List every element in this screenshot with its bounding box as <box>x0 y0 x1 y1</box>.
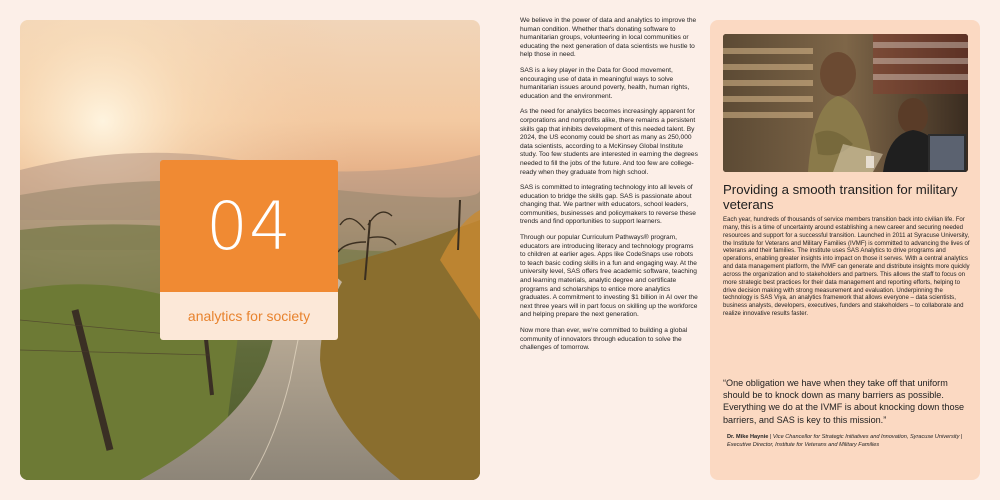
chapter-number: 04 <box>160 160 338 292</box>
article-paragraph: Through our popular Curriculum Pathways® program, educators are introducing literacy and technology programs to children at earlier ages. Apps like CodeSnaps use robots to teach basic coding skills in a fun and engaging way. At the university level, SAS offers free academic software, teaching and learning materials, analytic degree and certificate programs and scholarships to entice more analytics graduates. A commitment to investing $1 billion in AI over the next three years will in part focus on skilling up the workforce and helping prepare the next generation. <box>520 234 698 319</box>
attribution-name: Dr. Mike Haynie <box>727 434 769 440</box>
sidebar-body: Each year, hundreds of thousands of service members transition back into civilian life. For many, this is a time of uncertainty around establishing a new career and securing needed resources and support for a successful transition. Launched in 2011 at Syracuse University, the Institute for Veterans and Military Families (IVMF) is committed to advancing the lives of veterans and their families. The institute uses SAS Analytics to drive programs and operations, enabling greater insights into impact on those it serves. With a central analytics and data management platform, the IVMF can generate and distribute insights more quickly across the organization and to stakeholders and partners. This allows the staff to focus on more strategic best practices for their data management and reporting efforts, helping to drive decision making with strong measurement and evaluation. Underpinning the technology is SAS Viya, an analytics framework that allows everyone – data scientists, business analysts, developers, executives, funders and stakeholders – to collaborate and realize innovative results faster. <box>723 216 970 318</box>
quote-attribution <box>727 434 972 450</box>
article-paragraph: SAS is a key player in the Data for Good movement, encouraging use of data in meaningful ways to solve humanitarian issues around poverty, health, human rights, education and the environment. <box>520 66 690 100</box>
chapter-label: analytics for society <box>160 292 338 340</box>
sidebar-quote: “One obligation we have when they take off that uniform should be to knock down as many barriers as possible. Everything we do at the IVMF is about knocking down those barriers, and SAS is key to this mission.” <box>723 378 965 425</box>
article-paragraph: As the need for analytics becomes increasingly apparent for corporations and nonprofits alike, there remains a persistent skills gap that inhibits development of this needed talent. By 2024, the US economy could be short as many as 250,000 data scientists, according to a McKinsey Global Institute study. Too few students are interested in earning the degrees needed to fill the jobs of the future. And too few are college-ready when they graduate from high school. <box>520 108 698 176</box>
sidebar-title: Providing a smooth transition for military veterans <box>723 182 958 212</box>
article-paragraph: We believe in the power of data and analytics to improve the human condition. Whether that's donating software to humanitarian groups, volunteering in local communities or educating the next generation of data scientists we hustle to help those in need. <box>520 17 697 59</box>
article-column <box>520 17 700 360</box>
attribution-role: | Vice Chancellor for Strategic Initiatives and Innovation, Syracuse University | Executive Director, Institute for Veterans and Military Families <box>727 434 963 448</box>
article-paragraph: Now more than ever, we're committed to building a global community of innovators through education to solve the challenges of tomorrow. <box>520 327 688 352</box>
chapter-photo <box>20 20 480 480</box>
veterans-photo <box>723 34 968 172</box>
veterans-photo-illustration <box>723 34 968 172</box>
veterans-sidebar <box>710 20 980 480</box>
chapter-card <box>160 160 338 340</box>
article-paragraph: SAS is committed to integrating technology into all levels of education to bridge the skills gap. SAS is passionate about changing that. We partner with educators, school leaders, communities, businesses and policymakers to reverse these trends and find opportunities to support learners. <box>520 184 696 226</box>
